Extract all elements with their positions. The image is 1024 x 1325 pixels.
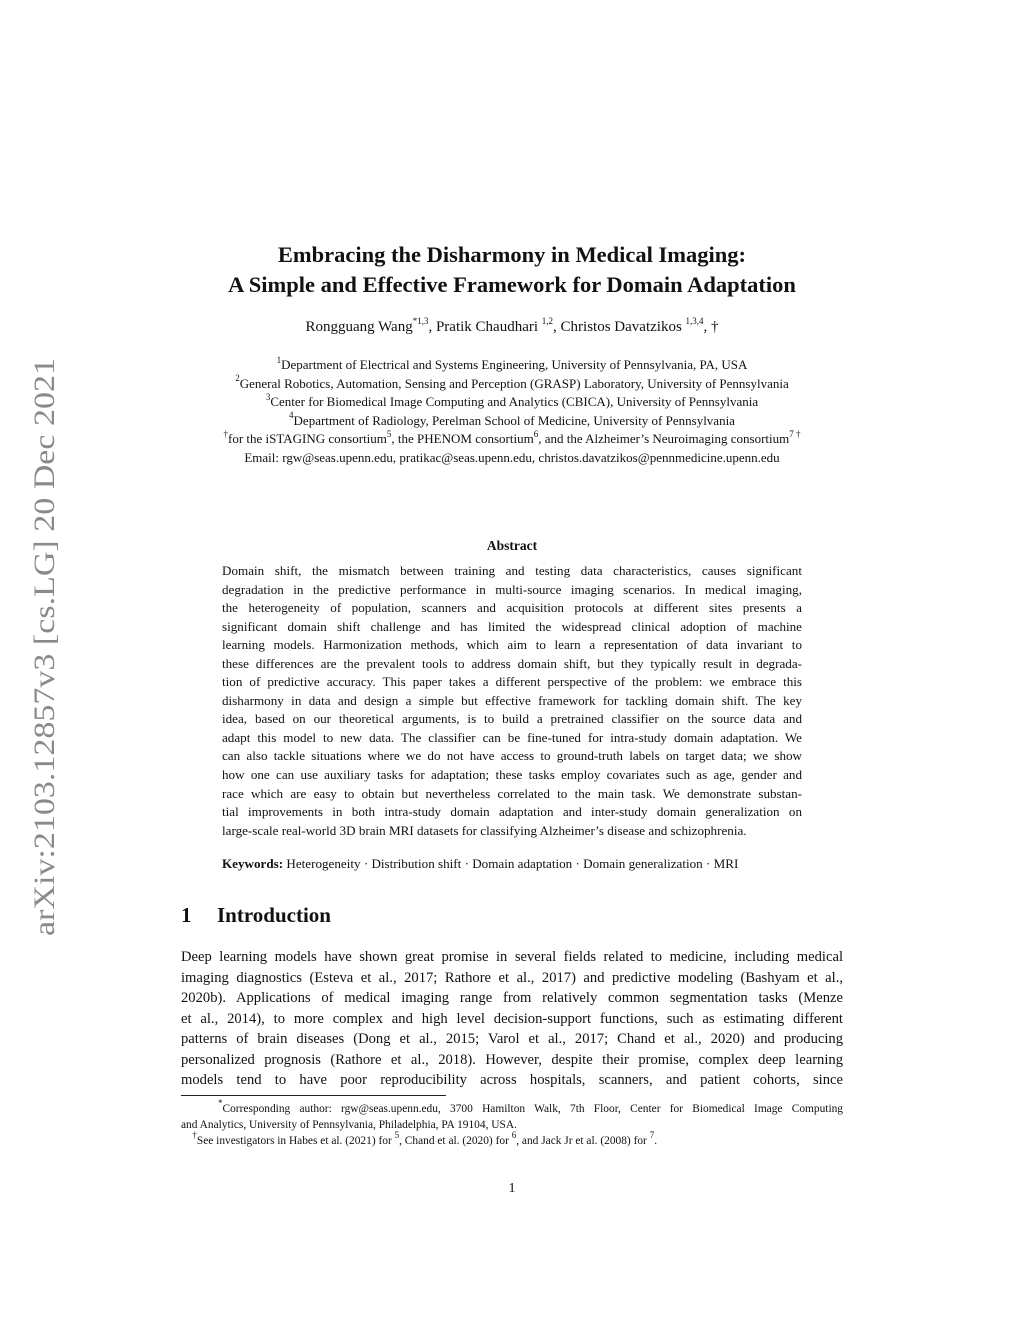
affiliation-2 (0, 375, 1024, 394)
footnote-2-line (181, 1130, 843, 1149)
intro-line: 2020b). Applications of medical imaging range from relatively common segmentation tasks (Menze (181, 990, 843, 1007)
footnote-rule (181, 1095, 446, 1096)
consortium-sup-7: 7 † (789, 429, 801, 440)
author-3: , Christos Davatzikos (553, 319, 686, 335)
intro-line: personalized prognosis (Rathore et al., 2018). However, despite their promise, complex deep learning (181, 1051, 843, 1068)
affiliation-1-text: Department of Electrical and Systems Engineering, University of Pennsylvania, PA, USA (281, 357, 748, 372)
consortium-dagger: † (223, 429, 228, 440)
author-1-sup: *1,3 (412, 316, 429, 326)
abstract-body (222, 562, 802, 840)
affiliations (0, 356, 1024, 468)
section-heading-introduction (181, 903, 331, 928)
author-list (0, 317, 1024, 337)
footnote-2-sup-7: 7 (649, 1130, 655, 1141)
footnote-2-sup-6: 6 (511, 1130, 517, 1141)
abstract-line: learning models. Harmonization methods, which aim to learn a representation of data invariant to (222, 637, 802, 653)
footnote-2-sup-5: 5 (394, 1130, 400, 1141)
consortium-text-c: , and the Alzheimer’s Neuroimaging consortium (538, 431, 790, 447)
abstract-heading: Abstract (486, 538, 538, 553)
abstract-line: these differences are the prevalent tools to address domain shift, but they typically result in degrada- (222, 655, 802, 671)
page-number: 1 (508, 1181, 516, 1196)
abstract-line: idea, based on our theoretical arguments, is to build a pretrained classifier on the source data and (222, 711, 802, 727)
affiliation-4-sup: 4 (289, 410, 294, 421)
footnote-1-sup: * (218, 1098, 223, 1109)
affiliation-3-text: Center for Biomedical Image Computing and Analytics (CBICA), University of Pennsylvania (270, 394, 759, 410)
author-3-sup: 1,3,4 (685, 316, 704, 326)
abstract-line: tial improvements in both intra-study domain adaptation and inter-study domain generalization on (222, 804, 802, 820)
footnote-2-text-c: , and Jack Jr et al. (2008) for (516, 1135, 650, 1147)
introduction-body (181, 947, 843, 1091)
footnote-2-text-d: . (654, 1135, 658, 1147)
affiliation-4-text: Department of Radiology, Perelman School of Medicine, University of Pennsylvania (293, 412, 735, 428)
abstract-line: significant domain shift challenge and has limited the widespread clinical adoption of machine (222, 618, 802, 634)
consortium-line (0, 430, 1024, 449)
footnote-1-text-1: Corresponding author: rgw@seas.upenn.edu, 3700 Hamilton Walk, 7th Floor, Center for Biomedical Image Computing (222, 1103, 844, 1115)
affiliation-4 (0, 412, 1024, 431)
email-line: Email: rgw@seas.upenn.edu, pratikac@seas.upenn.edu, christos.davatzikos@pennmedicine.upenn.edu (244, 449, 780, 465)
keywords (222, 856, 822, 872)
section-number: 1 (181, 903, 192, 927)
section-title: Introduction (217, 903, 331, 927)
abstract-line: adapt this model to new data. The classifier can be fine-tuned for intra-study domain adaptation. We (222, 729, 802, 745)
footnote-investigators (181, 1130, 843, 1149)
affiliation-2-sup: 2 (235, 373, 240, 384)
author-1: Rongguang Wang (305, 319, 413, 335)
paper-title (0, 240, 1024, 300)
affiliation-3 (0, 393, 1024, 412)
author-2: , Pratik Chaudhari (428, 319, 542, 335)
intro-line: et al., 2014), to more complex and high level decision-support functions, such as estimating different (181, 1010, 843, 1027)
affiliation-1 (0, 356, 1024, 375)
affiliation-1-sup: 1 (276, 354, 282, 365)
abstract-line: tion of predictive accuracy. This paper takes a different perspective of the problem: we embrace this (222, 674, 802, 690)
abstract-line: the heterogeneity of population, scanners and acquisition protocols at different sites presents a (222, 600, 802, 616)
abstract-line: race which are easy to obtain but nevertheless correlated to the main task. We demonstrate substan- (222, 785, 802, 801)
intro-line: Deep learning models have shown great promise in several fields related to medicine, including medical (181, 949, 843, 965)
affiliation-3-sup: 3 (265, 391, 271, 402)
consortium-sup-5: 5 (386, 429, 392, 440)
footnote-1-line-2: and Analytics, University of Pennsylvania, Philadelphia, PA 19104, USA. (181, 1119, 517, 1131)
title-line-2: A Simple and Effective Framework for Domain Adaptation (228, 272, 796, 297)
consortium-sup-6: 6 (533, 429, 539, 440)
footnote-2-text-b: , Chand et al. (2020) for (399, 1135, 512, 1147)
abstract-line: how one can use auxiliary tasks for adaptation; these tasks employ covariates such as age, gender and (222, 767, 802, 783)
keywords-label: Keywords: (222, 856, 284, 871)
abstract-line: Domain shift, the mismatch between training and testing data characteristics, causes significant (222, 563, 802, 578)
abstract-line: disharmony in data and design a simple but effective framework for tackling domain shift. The key (222, 692, 802, 708)
intro-line: models tend to have poor reproducibility across hospitals, scanners, and patient cohorts, since (181, 1072, 843, 1089)
footnote-2-sup: † (192, 1130, 197, 1141)
consortium-text-a: for the iSTAGING consortium (228, 431, 387, 447)
consortium-text-b: , the PHENOM consortium (391, 431, 534, 447)
intro-line: imaging diagnostics (Esteva et al., 2017; Rathore et al., 2017) and predictive modeling (Bashyam et al., (181, 969, 843, 986)
affiliation-2-text: General Robotics, Automation, Sensing and Perception (GRASP) Laboratory, University of Pennsylvania (239, 375, 789, 391)
abstract-line: large-scale real-world 3D brain MRI datasets for classifying Alzheimer’s disease and schizophrenia. (222, 822, 747, 838)
abstract-line: degradation in the predictive performance in multi-source imaging scenarios. In medical imaging, (222, 581, 802, 597)
title-line-1: Embracing the Disharmony in Medical Imaging: (277, 242, 747, 267)
footnote-2-text-a: See investigators in Habes et al. (2021) for (196, 1135, 395, 1147)
footnote-1-line-1 (181, 1098, 844, 1117)
author-tail: , † (703, 319, 719, 335)
intro-line: patterns of brain diseases (Dong et al., 2015; Varol et al., 2017; Chand et al., 2020) and producing (181, 1031, 843, 1048)
author-2-sup: 1,2 (541, 316, 554, 326)
keywords-text: Heterogeneity · Distribution shift · Domain adaptation · Domain generalization · MRI (286, 856, 739, 871)
footnote-corresponding-author (181, 1098, 844, 1133)
abstract-line: can also tackle situations where we do not have access to ground-truth labels on target data; we show (222, 748, 802, 764)
arxiv-stamp-text: arXiv:2103.12857v3 [cs.LG] 20 Dec 2021 (29, 434, 61, 936)
